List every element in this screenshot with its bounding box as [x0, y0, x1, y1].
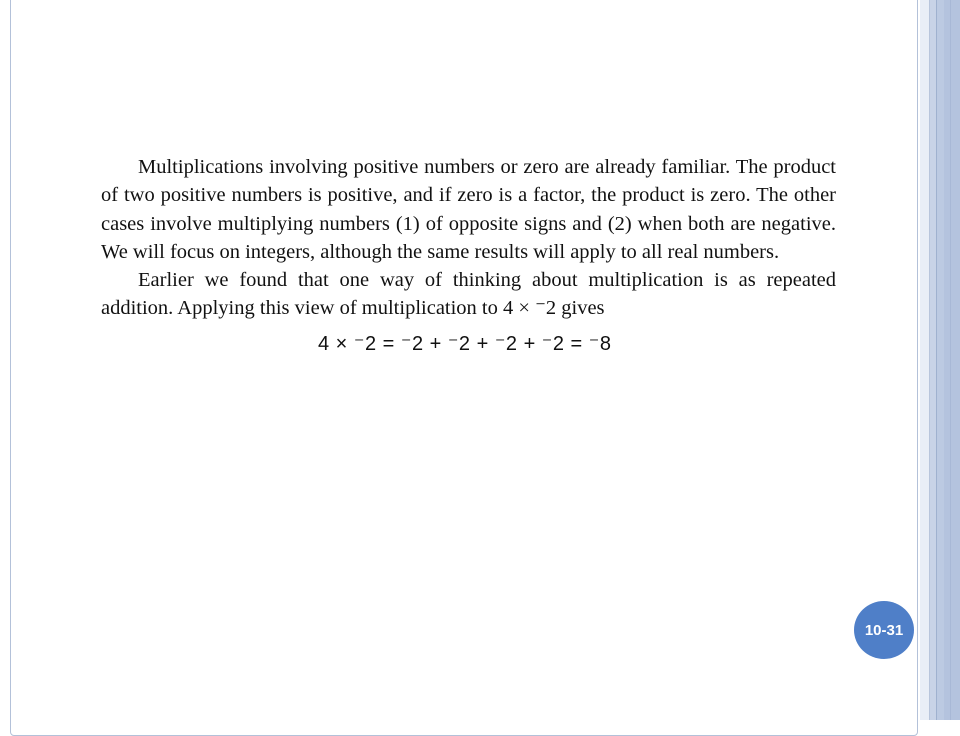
- side-decoration-stripe: [950, 0, 951, 720]
- equation: 4 × ⁻2 = ⁻2 + ⁻2 + ⁻2 + ⁻2 = ⁻8: [318, 333, 612, 355]
- side-decoration-stripe: [944, 0, 960, 720]
- slide-frame: [10, 0, 918, 736]
- page-number-badge: 10-31: [854, 601, 914, 659]
- paragraph-1: Multiplications involving positive numbers or zero are already familiar. The product of two positive numbers is positive, and if zero is a factor, the product is zero. The other cases involve multiplying numbers (1) of opposite signs and (2) when both are negative. We will focus on integers, although the same results will apply to all real numbers.: [101, 156, 836, 263]
- paragraph-2: Earlier we found that one way of thinking about multiplication is as repeated addition. Applying this view of multiplication to 4 × ⁻2 gives: [101, 269, 836, 320]
- side-decoration-stripe: [937, 0, 944, 720]
- body-text: [101, 153, 836, 323]
- side-decoration-stripe: [920, 0, 929, 720]
